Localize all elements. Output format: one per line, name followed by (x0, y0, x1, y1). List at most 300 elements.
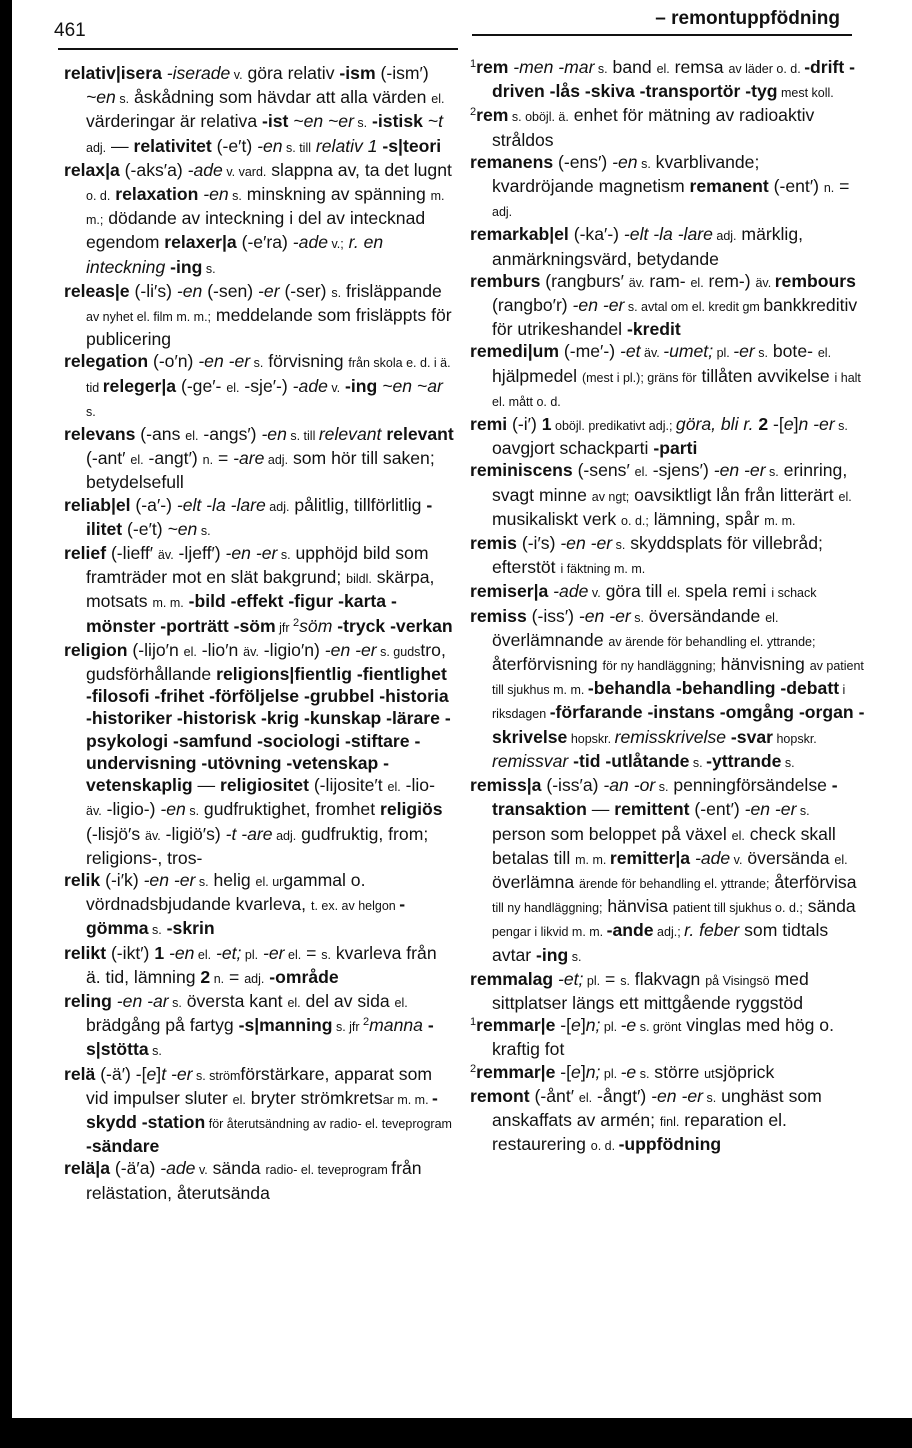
dictionary-entry (470, 968, 865, 1014)
entry-text: kvarleva från ä. tid, lämning (86, 942, 437, 987)
entry-abbrev-text: mest koll. (777, 86, 834, 101)
entry-text: spela remi (680, 581, 772, 602)
dictionary-entry (64, 1157, 454, 1203)
entry-text: tillåten avvikelse (696, 365, 835, 386)
entry-text: (-o′n) (148, 351, 199, 372)
entry-abbrev-text: äv. (86, 804, 102, 819)
entry-abbrev-text: s. (197, 523, 211, 538)
entry-italic-text: relativ 1 (311, 135, 383, 156)
entry-text: göra till (600, 581, 668, 602)
entry-abbrev-text: s. (168, 995, 182, 1010)
entry-text: tro, gudsförhållande (86, 639, 446, 685)
entry-bold-text: -kredit (626, 319, 681, 340)
entry-abbrev-text: o. d. (86, 189, 111, 204)
entry-text: ] (156, 1063, 162, 1084)
entry-abbrev-text: el. (387, 780, 401, 795)
entry-abbrev-text: ar m. m. (382, 1092, 433, 1107)
dictionary-entry (64, 869, 454, 942)
entry-abbrev-text: el. (667, 586, 681, 601)
entry-abbrev-text: s. (796, 804, 810, 819)
entry-text: del av sida (300, 990, 395, 1011)
entry-bold-text: -tryck -verkan (337, 615, 453, 636)
entry-text: lämning, spår (648, 508, 765, 529)
entry-text: slappna av, ta det lugnt (266, 159, 452, 180)
entry-abbrev-text: s. (689, 755, 707, 770)
entry-bold-text: remanens (470, 151, 554, 172)
entry-italic-text: ~en ~er (288, 111, 354, 132)
entry-bold-text: relax|a (64, 159, 120, 180)
entry-text: (-sens′ (572, 460, 635, 481)
entry-abbrev-text: s. (353, 116, 368, 131)
entry-abbrev-text: hopskr. (772, 731, 817, 746)
entry-abbrev-text: s. (185, 804, 200, 819)
dictionary-entry (64, 62, 454, 159)
entry-text: band (607, 57, 657, 77)
entry-abbrev-text: s. (148, 923, 162, 938)
entry-abbrev-text: m. m. (152, 596, 184, 611)
entry-text: upphöjd bild som framträder mot en slät bakgrund; (86, 543, 429, 588)
entry-italic-text: -en -er (143, 869, 196, 890)
entry-bold-text: remont (470, 1085, 530, 1106)
entry-text: (-iss′a) (541, 775, 604, 796)
entry-italic-text: -en -er (324, 639, 377, 660)
entry-italic-text: -are (233, 448, 265, 469)
entry-text: skyddsplats för villebråd; efterstöt (492, 533, 823, 578)
entry-text: (-ans (135, 424, 186, 445)
entry-italic-text: manna (369, 1015, 428, 1036)
entry-abbrev-text: pl. (583, 973, 601, 988)
dictionary-entry (470, 1014, 865, 1060)
entry-text: överlämnande (492, 629, 609, 650)
entry-text: (-ent′) (768, 176, 824, 197)
entry-text: -lio′n (196, 639, 244, 660)
header-rule-left (58, 48, 458, 50)
entry-bold-text: remitter|a (609, 847, 691, 868)
entry-abbrev-text: n. (823, 181, 835, 196)
entry-italic-text: -en -ar (111, 990, 169, 1011)
entry-text: flakvagn (629, 968, 706, 989)
entry-text: med sittplatser längs ett mittgående ryggstöd (492, 968, 809, 1013)
column-left (64, 62, 454, 1204)
entry-bold-text: 1 (541, 414, 552, 435)
entry-text: (-ant′ (86, 448, 131, 469)
entry-text: sända (802, 896, 856, 917)
entry-bold-text: -drift -driven -lås -skiva -transportör -tyg (492, 57, 855, 102)
entry-text: -ångt′) (592, 1085, 652, 1106)
entry-text: minskning av spänning (241, 184, 431, 205)
entry-bold-text: -ist (262, 111, 289, 132)
entry-abbrev-text: i fäktning m. m. (560, 562, 646, 577)
entry-text: rem-) (703, 270, 756, 291)
entry-text: (-ä′) -[ (95, 1063, 147, 1084)
entry-text: (-i′) (507, 414, 542, 435)
entry-italic-text: r. feber (684, 920, 740, 941)
entry-bold-text: -uppfödning (618, 1134, 722, 1155)
dictionary-entry (470, 1061, 865, 1085)
entry-text: -angs′) (198, 424, 262, 445)
entry-text: (-i′k) (100, 869, 144, 890)
entry-bold-text: -tid -utlåtande (573, 750, 690, 771)
entry-abbrev-text: ärende för behandling el. yttrande; (579, 876, 770, 891)
entry-text: (-e′t) (211, 135, 258, 156)
page-number: 461 (54, 20, 86, 41)
entry-text: förvisning (263, 351, 349, 372)
entry-bold-text: 2 (200, 966, 211, 987)
entry-abbrev-text: s. till (282, 140, 312, 155)
entry-italic-text: -ade (548, 581, 589, 602)
dictionary-entry (64, 1063, 454, 1158)
entry-italic-text: -ade (292, 375, 328, 396)
entry-text: -ligiö′s) (160, 823, 226, 844)
entry-abbrev-text: el. (194, 947, 212, 962)
entry-abbrev-text: s. (636, 1066, 650, 1081)
entry-italic-text: remissvar (492, 750, 574, 771)
entry-italic-text: -en (198, 184, 229, 205)
entry-italic-text: t -er (161, 1063, 193, 1084)
entry-abbrev-text: v. (588, 586, 601, 601)
entry-text: bryter strömkrets (245, 1087, 383, 1108)
entry-abbrev-text: s. (202, 261, 216, 276)
entry-bold-text: remanent (689, 176, 769, 197)
entry-bold-text: -parti (653, 438, 698, 459)
entry-text: penningförsändelse (668, 775, 832, 796)
entry-text: bote- (767, 341, 818, 362)
entry-abbrev-text: s. (115, 92, 130, 107)
entry-abbrev-text: på Visingsö (705, 973, 770, 988)
entry-abbrev-text: hopskr. (567, 731, 615, 746)
entry-text: (-iss′) (526, 605, 579, 626)
entry-text: = (224, 966, 245, 987)
dictionary-entry (64, 542, 454, 639)
entry-abbrev-text: v. (730, 852, 743, 867)
entry-abbrev-text: adj. (712, 229, 737, 244)
entry-text: (-a′-) (130, 494, 177, 515)
entry-italic-text: söm (299, 615, 338, 636)
dictionary-entry (470, 151, 865, 224)
entry-text: (-ens′) (553, 151, 613, 172)
entry-bold-text: -sändare (86, 1136, 160, 1157)
entry-bold-text: reliab|el (64, 494, 131, 515)
entry-abbrev-text: s. guds (376, 644, 421, 659)
entry-abbrev-text: el. (232, 1092, 246, 1107)
entry-text: helig (208, 869, 256, 890)
entry-italic-text: -en -er (744, 799, 797, 820)
entry-italic-text: -en -er (651, 1085, 703, 1106)
entry-text: -sje′-) (239, 375, 293, 396)
entry-abbrev-text: (mest i pl.); gräns för (581, 370, 697, 385)
homograph-number: 2 (363, 1016, 370, 1029)
entry-bold-text: reminiscens (470, 460, 573, 481)
entry-italic-text: -en -er (198, 351, 251, 372)
entry-abbrev-text: patient till sjukhus o. d.; (672, 901, 803, 916)
entry-abbrev-text: s. avtal om el. kredit gm (624, 300, 764, 315)
column-right (470, 56, 865, 1157)
dictionary-entry (470, 459, 865, 532)
entry-bold-text: rem (476, 57, 509, 77)
entry-text: -sjens′) (647, 460, 714, 481)
entry-text: — (586, 799, 615, 820)
entry-text: ram- (644, 270, 691, 291)
entry-italic-text: -elt -la -lare (623, 224, 713, 245)
entry-text: = (600, 968, 621, 989)
entry-bold-text: religion (64, 639, 128, 660)
entry-text: (-ent′) (689, 799, 745, 820)
dictionary-entry (64, 423, 454, 494)
entry-bold-text: 2 (758, 414, 769, 435)
entry-bold-text: relaxer|a (164, 232, 237, 253)
entry-abbrev-text: s. (321, 947, 331, 962)
entry-abbrev-text: pl. (600, 1020, 621, 1035)
entry-text: hänvisning (715, 654, 810, 675)
entry-italic-text: -er (258, 942, 285, 963)
entry-text: (-lieff′ (106, 543, 158, 564)
entry-italic-text: n -er (798, 414, 835, 435)
entry-text: (-aks′a) (119, 159, 188, 180)
entry-abbrev-text: äv. (640, 346, 664, 361)
entry-abbrev-text: av patient till sjukhus m. m. (492, 659, 864, 698)
entry-text: vinglas med hög o. kraftig fot (492, 1015, 834, 1060)
entry-text: (-ikt′) (106, 942, 155, 963)
entry-abbrev-text: m. m. (764, 513, 796, 528)
entry-bold-text: remiss|a (470, 775, 542, 796)
entry-bold-text: -ilitet (86, 494, 433, 539)
entry-bold-text: relä (64, 1063, 96, 1084)
entry-italic-text: -en (612, 151, 638, 172)
entry-bold-text: releas|e (64, 280, 130, 301)
entry-abbrev-text: s. (834, 419, 848, 434)
entry-text: -[ (555, 1015, 572, 1036)
dictionary-page (12, 0, 912, 1418)
entry-abbrev-text: n. (202, 453, 214, 468)
entry-italic-text: -et; (211, 942, 242, 963)
entry-abbrev-text: s. (612, 538, 626, 553)
entry-abbrev-text: s. (195, 874, 209, 889)
entry-italic-text: e (571, 1061, 581, 1082)
entry-italic-text: -en -er (225, 543, 278, 564)
entry-abbrev-text: s. (568, 949, 582, 964)
entry-bold-text: -s|manning (238, 1015, 333, 1036)
entry-abbrev-text: av läder o. d. (728, 62, 805, 76)
entry-italic-text: -ade (690, 847, 731, 868)
entry-italic-text: -er (258, 280, 280, 301)
entry-italic-text: -e (620, 1061, 637, 1082)
entry-text: översända (742, 847, 835, 868)
entry-abbrev-text: el. (656, 62, 670, 76)
entry-abbrev-text: s. (250, 356, 264, 371)
entry-abbrev-text: el. (183, 644, 197, 659)
dictionary-entry (470, 532, 865, 580)
entry-text: (-lijosite′t (308, 775, 388, 796)
entry-abbrev-text: av nyhet el. film m. m.; (86, 310, 212, 325)
entry-abbrev-text: s. oböjl. ä. (508, 110, 569, 125)
dictionary-entry (470, 270, 865, 341)
entry-abbrev-text: s. (655, 780, 669, 795)
entry-abbrev-text: s. (594, 62, 608, 76)
entry-text: gudfruktig, from; religions-, tros- (86, 823, 429, 868)
entry-text: (-e′ra) (236, 232, 293, 253)
entry-abbrev-text: el. (284, 947, 302, 962)
entry-text: (rangburs′ (540, 270, 629, 291)
entry-text: (-sen) (202, 280, 259, 301)
dictionary-entry (64, 639, 454, 869)
entry-italic-text: -en -er (578, 605, 631, 626)
entry-italic-text: -ade (187, 159, 223, 180)
entry-bold-text: -ism (339, 63, 376, 83)
entry-abbrev-text: pl. (241, 947, 259, 962)
header-rule-right (472, 34, 852, 36)
entry-italic-text: -umet; (663, 341, 714, 362)
entry-italic-text: -en (261, 424, 287, 445)
entry-text: som tidtals avtar (492, 920, 829, 965)
entry-italic-text: -en (164, 942, 195, 963)
entry-text: = (213, 448, 234, 469)
entry-bold-text: remmalag (470, 968, 554, 989)
entry-bold-text: -bild -effekt -figur -karta -mönster -porträtt -söm (86, 591, 397, 636)
entry-text: remsa (669, 57, 729, 77)
entry-bold-text: religiös (379, 799, 443, 820)
entry-text: (-lisjö′s (86, 823, 146, 844)
entry-italic-text: -elt -la -lare (176, 494, 266, 515)
entry-abbrev-text: v.; (328, 237, 344, 252)
entry-italic-text: ~t (422, 111, 443, 132)
entry-text: (-li′s) (129, 280, 177, 301)
entry-bold-text: releger|a (102, 375, 177, 396)
entry-abbrev-text: äv. (145, 828, 161, 843)
entry-italic-text: ~en (167, 518, 198, 539)
entry-abbrev-text: s. (754, 346, 768, 361)
entry-italic-text: r. en inteckning (86, 232, 384, 277)
dictionary-entry (64, 159, 454, 280)
entry-text: (-lijo′n (127, 639, 184, 660)
entry-bold-text: remiss (470, 605, 527, 626)
entry-abbrev-text: äv. (628, 275, 645, 290)
entry-text: = (301, 942, 322, 963)
dictionary-entry (470, 56, 865, 104)
entry-text: -ligio-) (101, 799, 161, 820)
entry-text: återförvisning (492, 654, 603, 675)
entry-abbrev-text: äv. (157, 548, 174, 563)
entry-bold-text: remmar|e (476, 1061, 556, 1082)
entry-bold-text: relevant (386, 424, 454, 445)
entry-text: hjälpmedel (492, 365, 582, 386)
entry-abbrev-text: av ngt; (591, 489, 630, 504)
entry-abbrev-text: i riksdagen (492, 683, 846, 722)
entry-italic-text: -en (257, 135, 283, 156)
homograph-number: 1 (470, 1016, 477, 1029)
entry-abbrev-text: v. (195, 1163, 208, 1178)
entry-italic-text: -en (160, 799, 186, 820)
entry-bold-text: rem (476, 105, 509, 126)
entry-bold-text: relevans (64, 424, 136, 445)
entry-italic-text: -en -er (560, 533, 613, 554)
dictionary-entry (64, 990, 454, 1063)
entry-abbrev-text: adj. (86, 140, 107, 155)
entry-text: unghäst som anskaffats av armén; (492, 1085, 822, 1130)
entry-abbrev-text: adj. (492, 205, 513, 220)
entry-text: -ligio′n) (258, 639, 325, 660)
entry-abbrev-text: el. (185, 429, 199, 444)
entry-abbrev-text: s. grönt (636, 1020, 682, 1035)
entry-text: ] (580, 1015, 586, 1036)
entry-text: värderingar är relativa (86, 111, 263, 132)
entry-text: från relästation, återutsända (86, 1158, 422, 1203)
entry-text: översändande (643, 605, 766, 626)
entry-abbrev-text: jfr (275, 620, 293, 635)
entry-text: musikaliskt verk (492, 508, 622, 529)
entry-italic-text: ~en (86, 87, 116, 108)
entry-text: återförvisa (769, 871, 857, 892)
entry-abbrev-text: pl. (713, 346, 734, 361)
entry-bold-text: relief (64, 543, 107, 564)
entry-bold-text: relegation (64, 351, 149, 372)
entry-bold-text: remittent (614, 799, 690, 820)
entry-abbrev-text: s. jfr (332, 1020, 364, 1035)
dictionary-entry (470, 413, 865, 459)
entry-abbrev-text: t. ex. av helgon (310, 899, 400, 914)
dictionary-entry (470, 580, 865, 604)
entry-bold-text: rembours (774, 270, 856, 291)
entry-abbrev-text: v. (230, 68, 243, 82)
entry-text: enhet för mätning av radioaktiv stråldos (492, 105, 815, 150)
entry-text: (-ism′) (375, 63, 429, 83)
entry-text: märklig, anmärkningsvärd, betydande (492, 224, 804, 269)
entry-bold-text: -ing (340, 375, 378, 396)
entry-abbrev-text: adj. (264, 453, 289, 468)
entry-abbrev-text: el. (690, 275, 704, 290)
entry-italic-text: -men -mar (508, 57, 595, 77)
entry-italic-text: -et (619, 341, 641, 362)
entry-italic-text: -en (176, 280, 203, 301)
dictionary-entry (64, 494, 454, 542)
entry-text: brädgång på fartyg (86, 1015, 239, 1036)
entry-italic-text: -ade (160, 1158, 196, 1179)
entry-bold-text: -yttrande (706, 750, 782, 771)
entry-bold-text: remi (470, 414, 508, 435)
dictionary-entry (64, 280, 454, 351)
entry-bold-text: relativ|isera (64, 63, 162, 83)
entry-bold-text: religiositet (219, 775, 309, 796)
dictionary-entry (64, 350, 454, 423)
entry-abbrev-text: s. (620, 973, 630, 988)
entry-abbrev-text: adj. (244, 971, 265, 986)
entry-bold-text: reling (64, 990, 112, 1011)
entry-text: -[ (555, 1061, 572, 1082)
entry-abbrev-text: s. (781, 755, 795, 770)
entry-abbrev-text: från skola e. d. i ä. tid (86, 356, 451, 395)
entry-text: ] (580, 1061, 586, 1082)
entry-text: (rangbo′r) (492, 295, 573, 316)
homograph-number: 2 (470, 106, 477, 119)
entry-text: (-me′-) (559, 341, 620, 362)
entry-abbrev-text: s. till (286, 429, 319, 444)
entry-bold-text: -ing (170, 256, 203, 277)
entry-italic-text: e (783, 414, 794, 435)
entry-abbrev-text: el. (765, 610, 779, 625)
entry-bold-text: -s|teori (382, 135, 442, 156)
entry-abbrev-text: el. (731, 828, 745, 843)
entry-text: göra relativ (242, 63, 340, 83)
entry-abbrev-text: pengar i likvid m. m. (492, 925, 607, 940)
entry-abbrev-text: finl. (659, 1114, 680, 1129)
entry-bold-text: -skydd -station (86, 1087, 438, 1132)
entry-italic-text: n; (585, 1061, 601, 1082)
entry-text: hänvisa (602, 896, 673, 917)
entry-italic-text: -er (733, 341, 755, 362)
entry-italic-text: n; (585, 1015, 601, 1036)
entry-abbrev-text: el. (130, 453, 144, 468)
homograph-number: 2 (293, 616, 300, 629)
entry-abbrev-text: el. (578, 1090, 593, 1105)
